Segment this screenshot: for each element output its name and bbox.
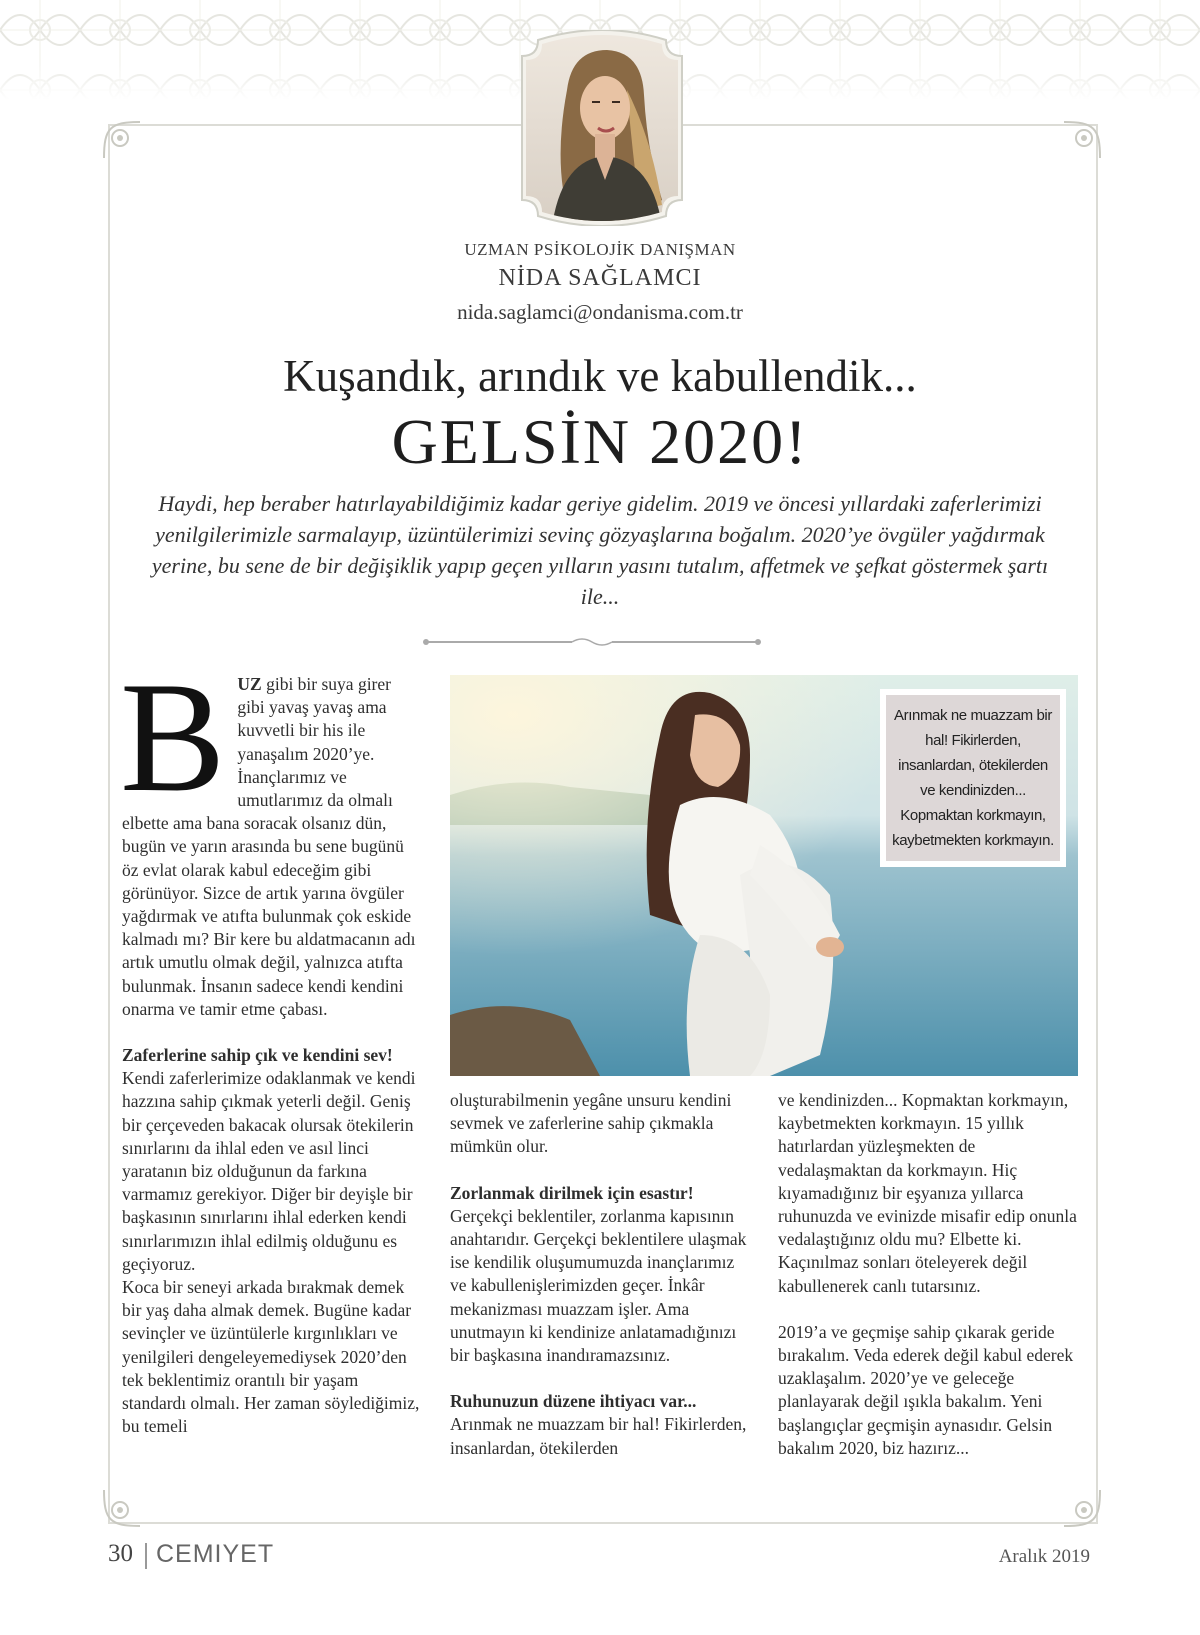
paragraph: Gerçekçi beklentiler, zorlanma kapısının anahtarıdır. Gerçekçi beklentilere ulaşmak ise kendilik oluşumumuzda inançlarımız ve kabullenişlerimizden geçer. İnkâr mekanizması muazzam işler. Ama unutmayın ki kendinize anlatamadığınızı bir başkasına inandıramazsınız. <box>450 1205 747 1366</box>
paragraph: 2019’a ve geçmişe sahip çıkarak geride bırakalım. Veda ederek değil kabul ederek uzaklaşalım. 2020’ye ve geleceğe planlayarak değil ışıkla bakalım. Yeni başlangıçlar geçmişin aynasıdır. Gelsin bakalım 2020, biz hazırız... <box>778 1321 1074 1458</box>
paragraph: Kendi zaferlerimize odaklanmak ve kendi hazzına sahip çıkmak yeterli değil. Geniş bir çerçeveden bakacak olursak ötekilerin sınırlarını da ihlal eden ve asıl linci yaratanın biz olduğunun da farkına varmamız gerekiyor. Diğer bir deyişle bir başkasının sınırlarını ihlal ederken kendi sınırlarımızın ihlal edilmiş olduğunu es geçiyoruz. <box>122 1068 416 1274</box>
author-name: NİDA SAĞLAMCI <box>498 265 702 291</box>
divider-ornament <box>422 636 762 648</box>
corner-ornament-icon <box>100 118 146 164</box>
paragraph: oluşturabilmenin yegâne unsuru kendini sevmek ve zaferlerine sahip çıkmakla mümkün olur. <box>450 1090 732 1157</box>
paragraph: ve kendinizden... Kopmaktan korkmayın, kaybetmekten korkmayın. 15 yıllık hatırlardan yüzleşmekten de vedalaşmaktan da korkmayın. Hiç kıyamadığınız bir eşyanıza yıllarca ruhunuzda ve evinizde misafir edip onunla vedalaştığınız oldu mu? Elbette ki. Kaçınılmaz sonları öteleyerek değil kabullenerek canlı tutarsınız. <box>778 1090 1077 1296</box>
section-heading: Zorlanmak dirilmek için esastır! <box>450 1182 694 1203</box>
section-heading: Ruhunuzun düzene ihtiyacı var... <box>450 1391 697 1412</box>
footer-divider <box>145 1543 147 1569</box>
pull-quote <box>880 689 1066 867</box>
corner-ornament-icon <box>1058 1484 1104 1530</box>
paragraph: Arınmak ne muazzam bir hal! Fikirlerden, insanlardan, ötekilerden <box>450 1414 747 1458</box>
corner-ornament-icon <box>1058 118 1104 164</box>
intro-lead-word: UZ <box>237 674 262 694</box>
paragraph: Koca bir seneyi arkada bırakmak demek bir yaş daha almak demek. Bugüne kadar sevinçler ve üzüntülerle kırgınlıkları ve yenilgileri dengeleyemediysek 2020’den tek beklentimiz orantılı bir yaşam standardı olmalı. Her zaman söylediğimiz, bu temeli <box>122 1277 420 1437</box>
article-column-2 <box>450 1089 750 1460</box>
magazine-name: CEMIYET <box>156 1540 275 1568</box>
issue-date: Aralık 2019 <box>998 1546 1090 1567</box>
author-email[interactable]: nida.saglamci@ondanisma.com.tr <box>457 300 743 324</box>
author-title: UZMAN PSİKOLOJİK DANIŞMAN <box>464 240 736 259</box>
page-number: 30 <box>108 1540 133 1567</box>
section-heading: Zaferlerine sahip çık ve kendini sev! <box>122 1045 393 1066</box>
article-title: GELSİN 2020! <box>391 406 809 477</box>
article-column-3 <box>778 1089 1078 1460</box>
article-headline: Kuşandık, arındık ve kabullendik... <box>283 351 917 401</box>
corner-ornament-icon <box>100 1484 146 1530</box>
pull-quote-text: Arınmak ne muazzam bir hal! Fikirlerden, insanlardan, ötekilerden ve kendinizden... Kopmaktan korkmayın, kaybetmekten korkmayın. <box>886 695 1060 861</box>
author-portrait <box>512 30 692 226</box>
article-lead: Haydi, hep beraber hatırlayabildiğimiz kadar geriye gidelim. 2019 ve öncesi yıllardaki zaferlerimizi yenilgilerimizle sarmalayıp, üzüntülerimizi sevinç gözyaşlarına boğalım. 2020’ye övgüler yağdırmak yerine, bu sene de bir değişiklik yapıp geçen yılların yasını tutalım, affetmek ve şefkat göstermek şartı ile... <box>151 491 1049 609</box>
drop-cap: B <box>120 650 226 825</box>
article-column-1 <box>120 650 422 1439</box>
intro-paragraph: gibi bir suya girer gibi yavaş yavaş ama kuvvetli bir his ile yanaşalım 2020’ye. İnançlarımız ve umutlarımız da olmalı elbette ama bana soracak olsanız dün, bugün ve yarın arasında bu sene bugünü öz evlat olarak kabul edeceğim gibi görünüyor. Sizce de artık yarına övgüler yağdırmak ve atıfta bulunmak çok eskide kalmadı mı? Bir kere bu aldatmacanın adı artık umutlu olmak değil, yalnızca atıfta bulunmak. İnsanın sadece kendi kendini onarma ve tamir etme çabası. <box>122 674 416 1019</box>
